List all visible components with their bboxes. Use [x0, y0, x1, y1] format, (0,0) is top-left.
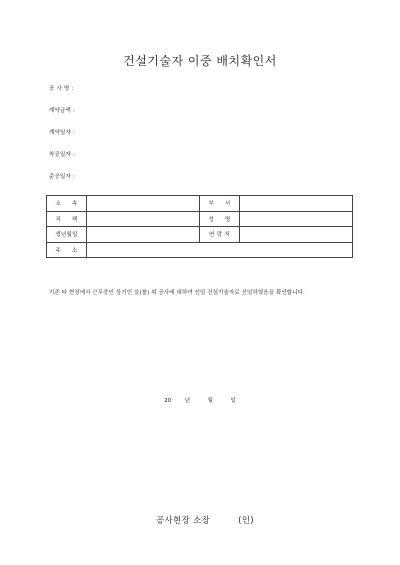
- position-label-cell: [47, 211, 87, 227]
- contact-value-cell[interactable]: [240, 227, 353, 243]
- table-row: [47, 227, 353, 243]
- department-label: 부 서: [208, 201, 231, 208]
- contract-date-label: 계약일자 :: [49, 130, 76, 136]
- contract-amount-label: 계약금액 :: [49, 108, 76, 114]
- contact-label-cell: [200, 227, 240, 243]
- position-value-cell[interactable]: [87, 211, 200, 227]
- document-title: 건설기술자 이중 배치확인서: [123, 54, 277, 68]
- name-value-cell[interactable]: [240, 211, 353, 227]
- date-month-unit: 월: [207, 398, 213, 404]
- table-row: [47, 242, 353, 258]
- confirmation-statement: 기존 타 현장에서 근무중인 상기인 을(를) 위 공사에 대하여 선임 건설기술자로 선임하였음을 확인합니다.: [49, 290, 305, 296]
- start-date-label: 착공일자 :: [49, 152, 76, 158]
- affiliation-value-cell[interactable]: [87, 196, 200, 212]
- project-name-label: 공 사 명 :: [49, 86, 74, 92]
- affiliation-label: 소 속: [55, 201, 78, 208]
- position-label: 직 책: [55, 216, 78, 223]
- date-year-unit: 년: [184, 398, 191, 404]
- date-day-unit: 일: [230, 398, 236, 404]
- personnel-info-table: [46, 195, 353, 258]
- department-label-cell: [200, 196, 240, 212]
- name-label-cell: [200, 211, 240, 227]
- date-line: [0, 396, 400, 404]
- signature-role: 공사현장 소장: [156, 516, 211, 526]
- birthdate-label-cell: [47, 227, 87, 243]
- affiliation-label-cell: [47, 196, 87, 212]
- table-row: [47, 196, 353, 212]
- address-label-cell: [47, 242, 87, 258]
- signature-seal: (인): [238, 516, 254, 526]
- address-label: 주 소: [55, 247, 78, 254]
- birthdate-value-cell[interactable]: [87, 227, 200, 243]
- name-label: 성 명: [208, 216, 231, 223]
- signature-line: [156, 514, 254, 526]
- department-value-cell[interactable]: [240, 196, 353, 212]
- birthdate-label: 생년월일: [55, 232, 78, 239]
- address-value-cell[interactable]: [87, 242, 353, 258]
- contact-label: 연 락 처: [209, 232, 230, 239]
- completion-date-label: 준공일자 :: [49, 174, 76, 180]
- date-year: 20: [164, 398, 172, 404]
- table-row: [47, 211, 353, 227]
